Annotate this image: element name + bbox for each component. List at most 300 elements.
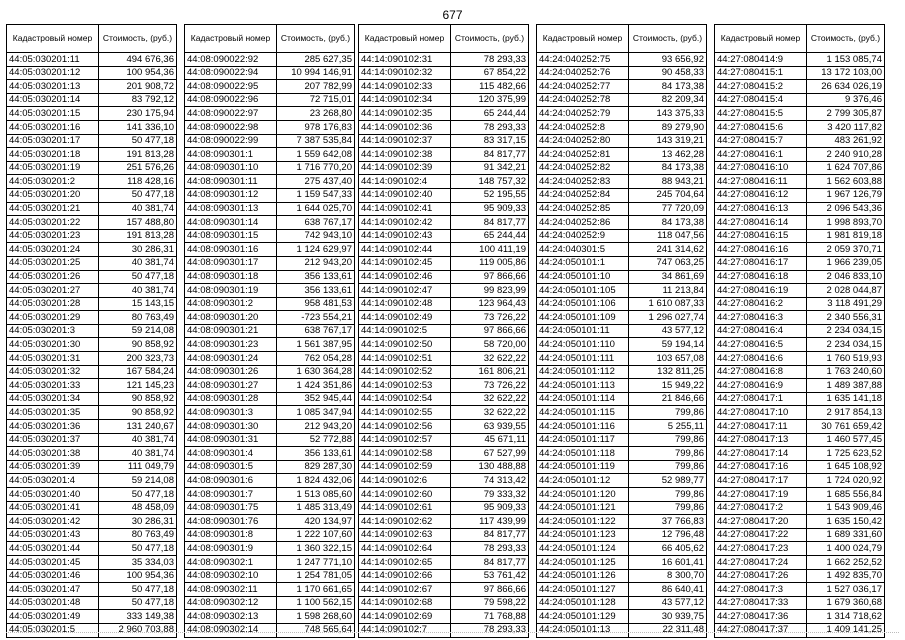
cost-cell: 52 989,77 [629,474,707,488]
cadastral-number-cell: 44:08:090301:17 [185,256,277,270]
cadastral-number-cell: 44:24:050101:119 [537,460,629,474]
cadastral-number-cell: 44:24:040252:75 [537,53,629,67]
cadastral-number-cell: 44:05:030201:43 [7,528,99,542]
table-row [537,229,707,243]
cost-cell: 84 817,77 [451,528,529,542]
cadastral-number-cell: 44:27:080415:2 [715,80,807,94]
table-row [537,515,707,529]
cost-cell: 799,86 [629,447,707,461]
cadastral-number-cell: 44:27:080417:22 [715,528,807,542]
cost-cell: 356 133,61 [277,284,355,298]
cost-cell: 1 662 252,52 [807,555,885,569]
cost-cell: 1 543 909,46 [807,501,885,515]
cadastral-number-cell: 44:24:050101:113 [537,379,629,393]
cost-cell: 88 943,21 [629,175,707,189]
table-row [537,284,707,298]
cadastral-number-cell: 44:05:030201:36 [7,420,99,434]
cost-cell: 84 173,38 [629,161,707,175]
cadastral-number-cell: 44:08:090301:27 [185,379,277,393]
cadastral-number-cell: 44:14:090102:40 [359,188,451,202]
table-row [715,324,885,338]
table-row [185,501,355,515]
cost-cell: 1 645 108,92 [807,460,885,474]
table-row [537,379,707,393]
cost-cell: 958 481,53 [277,297,355,311]
cost-cell: -723 554,21 [277,311,355,325]
cadastral-number-cell: 44:14:090102:62 [359,515,451,529]
table-row [185,284,355,298]
cost-cell: 5 255,11 [629,420,707,434]
cadastral-number-cell: 44:24:050101:127 [537,583,629,597]
cost-cell: 1 460 577,45 [807,433,885,447]
cost-cell: 23 268,80 [277,107,355,121]
table-row [537,188,707,202]
cadastral-number-cell: 44:14:090102:41 [359,202,451,216]
cadastral-number-cell: 44:05:030201:41 [7,501,99,515]
cost-cell: 1 824 432,06 [277,474,355,488]
cadastral-number-cell: 44:27:080416:14 [715,216,807,230]
cadastral-number-cell: 44:24:050101:115 [537,406,629,420]
cadastral-number-cell: 44:08:090302:14 [185,623,277,637]
cadastral-number-cell: 44:24:050101:128 [537,596,629,610]
cadastral-number-cell: 44:14:090102:6 [359,474,451,488]
cost-cell: 121 145,23 [99,379,177,393]
cost-cell: 80 763,49 [99,528,177,542]
cadastral-number-cell: 44:14:090102:51 [359,352,451,366]
cost-cell: 1 685 556,84 [807,488,885,502]
cost-cell: 83 317,15 [451,134,529,148]
table-row [537,406,707,420]
table-row [185,447,355,461]
table-row [537,610,707,624]
column-header-cost: Стоимость, (руб.) [629,25,707,53]
cost-cell: 1 296 027,74 [629,311,707,325]
cadastral-number-cell: 44:27:080416:19 [715,284,807,298]
table-row [359,460,529,474]
cost-cell: 119 005,86 [451,256,529,270]
table-row [7,596,177,610]
cadastral-number-cell: 44:08:090301:21 [185,324,277,338]
cost-cell: 97 866,66 [451,270,529,284]
cost-cell: 1 635 150,42 [807,515,885,529]
table-row [7,148,177,162]
table-row [715,488,885,502]
table-row [185,433,355,447]
table-row [7,229,177,243]
cadastral-number-cell: 44:08:090301:20 [185,311,277,325]
cost-cell: 11 213,84 [629,284,707,298]
table-row [185,107,355,121]
cadastral-number-cell: 44:05:030201:30 [7,338,99,352]
cost-cell: 79 598,22 [451,596,529,610]
cost-cell: 2 028 044,87 [807,284,885,298]
cadastral-number-cell: 44:27:080416:16 [715,243,807,257]
cadastral-number-cell: 44:05:030201:23 [7,229,99,243]
table-row [715,420,885,434]
table-row [715,188,885,202]
cadastral-number-cell: 44:14:090102:4 [359,175,451,189]
table-row [185,120,355,134]
cost-cell: 32 622,22 [451,352,529,366]
table-row [537,623,707,637]
table-row [7,202,177,216]
cadastral-number-cell: 44:14:090102:38 [359,148,451,162]
table-row [715,93,885,107]
table-row [537,433,707,447]
column-header-cost: Стоимость, (руб.) [451,25,529,53]
cadastral-number-cell: 44:14:090102:32 [359,66,451,80]
cost-cell: 1 360 322,15 [277,542,355,556]
table-row [7,583,177,597]
cost-cell: 494 676,36 [99,53,177,67]
table-row [7,460,177,474]
cost-cell: 2 046 833,10 [807,270,885,284]
cost-cell: 1 981 819,18 [807,229,885,243]
column-header-number: Кадастровый номер [185,25,277,53]
cadastral-number-cell: 44:08:090301:15 [185,229,277,243]
cost-cell: 230 175,94 [99,107,177,121]
table-row [715,501,885,515]
cost-cell: 100 954,36 [99,569,177,583]
cadastral-number-cell: 44:27:080417:16 [715,460,807,474]
table-row [537,256,707,270]
cadastral-number-cell: 44:05:030201:48 [7,596,99,610]
cadastral-number-cell: 44:27:080417:33 [715,596,807,610]
cadastral-number-cell: 44:27:080417:19 [715,488,807,502]
cadastral-number-cell: 44:24:050101:13 [537,623,629,637]
cost-cell: 15 143,15 [99,297,177,311]
table-row [7,284,177,298]
cadastral-number-cell: 44:14:090102:44 [359,243,451,257]
table-row [359,583,529,597]
table-row [537,365,707,379]
table-row [537,53,707,67]
cost-cell: 100 411,19 [451,243,529,257]
cost-cell: 84 173,38 [629,216,707,230]
cadastral-number-cell: 44:24:050101:118 [537,447,629,461]
table-row [7,623,177,637]
table-row [359,175,529,189]
cadastral-number-cell: 44:27:080417:17 [715,474,807,488]
cost-cell: 1 966 239,05 [807,256,885,270]
cost-cell: 483 261,92 [807,134,885,148]
cadastral-number-cell: 44:05:030201:29 [7,311,99,325]
cost-cell: 2 240 910,28 [807,148,885,162]
cadastral-number-cell: 44:08:090301:4 [185,447,277,461]
cost-cell: 275 437,40 [277,175,355,189]
table-row [7,66,177,80]
table-row [185,66,355,80]
cost-cell: 22 311,48 [629,623,707,637]
cadastral-number-cell: 44:05:030201:22 [7,216,99,230]
table-row [359,311,529,325]
table-row [715,474,885,488]
table-row [7,324,177,338]
cadastral-number-cell: 44:27:080416:12 [715,188,807,202]
table-row [185,474,355,488]
cadastral-number-cell: 44:24:050101:12 [537,474,629,488]
table-row [185,161,355,175]
table-row [7,311,177,325]
cadastral-number-cell: 44:08:090301:24 [185,352,277,366]
table-row [537,161,707,175]
cost-cell: 1 635 141,18 [807,392,885,406]
cost-cell: 356 133,61 [277,270,355,284]
table-row [359,297,529,311]
cost-cell: 191 813,28 [99,148,177,162]
table-row [715,583,885,597]
cadastral-number-cell: 44:24:050101:110 [537,338,629,352]
cost-cell: 35 334,03 [99,555,177,569]
table-row [537,555,707,569]
cost-cell: 50 477,18 [99,596,177,610]
cadastral-number-cell: 44:24:040252:85 [537,202,629,216]
table-row [185,188,355,202]
cost-cell: 1 689 331,60 [807,528,885,542]
table-row [537,447,707,461]
cost-cell: 799,86 [629,488,707,502]
table-row [537,352,707,366]
cost-cell: 115 482,66 [451,80,529,94]
cost-cell: 111 049,79 [99,460,177,474]
table-row [715,148,885,162]
cost-cell: 3 420 117,82 [807,120,885,134]
cost-cell: 16 601,41 [629,555,707,569]
cadastral-number-cell: 44:05:030201:21 [7,202,99,216]
cadastral-number-cell: 44:14:090102:31 [359,53,451,67]
cadastral-number-cell: 44:05:030201:12 [7,66,99,80]
cost-cell: 1 400 024,79 [807,542,885,556]
cadastral-number-cell: 44:14:090102:39 [359,161,451,175]
cadastral-number-cell: 44:08:090022:96 [185,93,277,107]
table-row [7,365,177,379]
cadastral-number-cell: 44:14:090102:55 [359,406,451,420]
cost-cell: 40 381,74 [99,433,177,447]
cost-cell: 1 314 718,62 [807,610,885,624]
cadastral-number-cell: 44:27:080416:10 [715,161,807,175]
cadastral-number-cell: 44:24:040252:77 [537,80,629,94]
cadastral-number-cell: 44:08:090301:7 [185,488,277,502]
cadastral-number-cell: 44:05:030201:49 [7,610,99,624]
cadastral-number-cell: 44:27:080417:2 [715,501,807,515]
table-row [359,352,529,366]
cadastral-number-cell: 44:24:040252:84 [537,188,629,202]
cost-cell: 80 763,49 [99,311,177,325]
cadastral-number-cell: 44:05:030201:42 [7,515,99,529]
table-row [7,243,177,257]
table-row [537,583,707,597]
table-row [7,447,177,461]
cost-cell: 12 796,48 [629,528,707,542]
table-row [359,433,529,447]
cadastral-number-cell: 44:27:080416:2 [715,297,807,311]
cadastre-table-4 [536,24,707,638]
cost-cell: 37 766,83 [629,515,707,529]
cadastral-number-cell: 44:24:050101:109 [537,311,629,325]
cadastral-number-cell: 44:27:080416:15 [715,229,807,243]
table-row [185,583,355,597]
cost-cell: 7 387 535,84 [277,134,355,148]
table-header-row [185,25,355,53]
cadastral-number-cell: 44:05:030201:18 [7,148,99,162]
cost-cell: 84 817,77 [451,555,529,569]
table-row [359,53,529,67]
cost-cell: 1 644 025,70 [277,202,355,216]
table-row [537,392,707,406]
cadastral-number-cell: 44:14:090102:34 [359,93,451,107]
cost-cell: 30 939,75 [629,610,707,624]
cost-cell: 71 768,88 [451,610,529,624]
table-row [185,93,355,107]
column-header-cost: Стоимость, (руб.) [277,25,355,53]
table-row [359,93,529,107]
table-row [7,120,177,134]
cadastral-number-cell: 44:14:090102:49 [359,311,451,325]
table-row [715,66,885,80]
table-header-row [359,25,529,53]
cadastral-number-cell: 44:27:080416:6 [715,352,807,366]
cadastral-number-cell: 44:27:080416:17 [715,256,807,270]
cost-cell: 212 943,20 [277,256,355,270]
table-row [7,474,177,488]
table-row [185,80,355,94]
table-row [7,134,177,148]
cost-cell: 21 846,66 [629,392,707,406]
table-row [537,338,707,352]
cost-cell: 93 656,92 [629,53,707,67]
cost-cell: 59 214,08 [99,474,177,488]
cost-cell: 67 854,22 [451,66,529,80]
cadastral-number-cell: 44:24:050101:1 [537,256,629,270]
table-row [359,447,529,461]
table-row [359,365,529,379]
table-row [7,338,177,352]
cadastral-number-cell: 44:08:090301:11 [185,175,277,189]
cost-cell: 50 477,18 [99,270,177,284]
cost-cell: 201 908,72 [99,80,177,94]
cost-cell: 50 477,18 [99,542,177,556]
cost-cell: 97 866,66 [451,583,529,597]
table-row [715,623,885,637]
cost-cell: 95 909,33 [451,202,529,216]
cadastral-number-cell: 44:14:090102:53 [359,379,451,393]
cost-cell: 241 314,62 [629,243,707,257]
table-row [7,270,177,284]
cadastral-number-cell: 44:08:090301:19 [185,284,277,298]
cadastral-number-cell: 44:08:090022:97 [185,107,277,121]
cadastral-number-cell: 44:14:090102:7 [359,623,451,637]
table-row [7,107,177,121]
cost-cell: 1 967 126,79 [807,188,885,202]
cost-cell: 67 527,99 [451,447,529,461]
cadastral-number-cell: 44:05:030201:14 [7,93,99,107]
cadastral-number-cell: 44:05:030201:32 [7,365,99,379]
table-row [185,420,355,434]
cadastral-number-cell: 44:14:090102:47 [359,284,451,298]
cost-cell: 2 234 034,15 [807,338,885,352]
cadastral-number-cell: 44:08:090301:28 [185,392,277,406]
table-row [537,93,707,107]
cadastral-number-cell: 44:27:080417:1 [715,392,807,406]
cadastral-number-cell: 44:14:090102:60 [359,488,451,502]
table-row [537,107,707,121]
table-row [537,420,707,434]
table-row [185,488,355,502]
cost-cell: 74 313,42 [451,474,529,488]
cost-cell: 50 477,18 [99,488,177,502]
cost-cell: 167 584,24 [99,365,177,379]
table-row [715,596,885,610]
cadastral-number-cell: 44:08:090302:10 [185,569,277,583]
cadastral-number-cell: 44:27:080417:14 [715,447,807,461]
cadastral-number-cell: 44:27:080417:3 [715,583,807,597]
table-row [715,297,885,311]
cost-cell: 141 336,10 [99,120,177,134]
cost-cell: 43 577,12 [629,596,707,610]
table-row [185,216,355,230]
cadastral-number-cell: 44:05:030201:39 [7,460,99,474]
cost-cell: 3 118 491,29 [807,297,885,311]
cadastral-number-cell: 44:24:040252:78 [537,93,629,107]
cadastral-number-cell: 44:05:030201:28 [7,297,99,311]
cadastral-number-cell: 44:24:040252:81 [537,148,629,162]
cadastral-number-cell: 44:08:090301:18 [185,270,277,284]
cost-cell: 34 861,69 [629,270,707,284]
table-row [537,66,707,80]
table-row [359,284,529,298]
table-row [715,515,885,529]
cadastral-number-cell: 44:05:030201:45 [7,555,99,569]
table-row [715,569,885,583]
cost-cell: 1 624 707,86 [807,161,885,175]
cost-cell: 200 323,73 [99,352,177,366]
table-row [715,460,885,474]
table-row [7,569,177,583]
cost-cell: 1 725 623,52 [807,447,885,461]
cadastral-number-cell: 44:14:090102:66 [359,569,451,583]
cadastral-number-cell: 44:14:090102:57 [359,433,451,447]
cost-cell: 90 458,33 [629,66,707,80]
table-row [359,256,529,270]
cost-cell: 2 340 556,31 [807,311,885,325]
table-row [715,352,885,366]
table-row [185,555,355,569]
table-row [185,229,355,243]
table-row [7,420,177,434]
cost-cell: 52 195,55 [451,188,529,202]
table-row [715,338,885,352]
table-row [359,555,529,569]
cost-cell: 40 381,74 [99,256,177,270]
table-row [537,488,707,502]
column-header-number: Кадастровый номер [537,25,629,53]
cadastral-number-cell: 44:08:090022:95 [185,80,277,94]
table-row [359,542,529,556]
cadastral-number-cell: 44:05:030201:33 [7,379,99,393]
cost-cell: 58 720,00 [451,338,529,352]
table-row [359,528,529,542]
cadastral-number-cell: 44:05:030201:46 [7,569,99,583]
cadastral-number-cell: 44:27:080417:36 [715,610,807,624]
cost-cell: 79 333,32 [451,488,529,502]
cadastral-number-cell: 44:14:090102:61 [359,501,451,515]
table-row [715,202,885,216]
table-row [537,216,707,230]
table-row [715,216,885,230]
cost-cell: 2 234 034,15 [807,324,885,338]
cadastral-number-cell: 44:08:090301:23 [185,338,277,352]
cadastral-number-cell: 44:27:080417:20 [715,515,807,529]
